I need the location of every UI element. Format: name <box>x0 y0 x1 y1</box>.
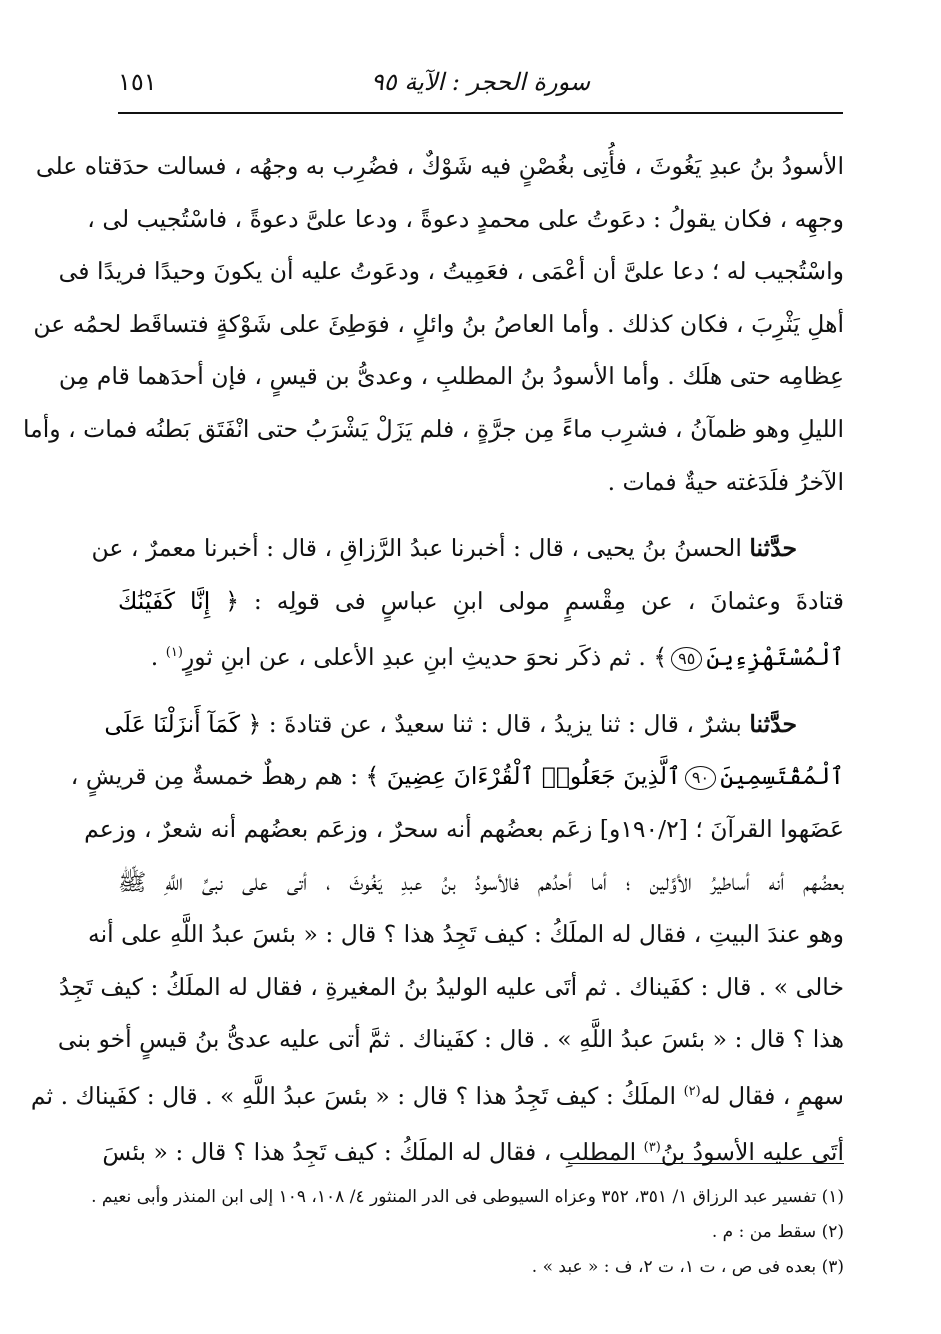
paragraph-3 <box>30 698 844 1179</box>
text-run: ﴾ . ثم ذكَر نحوَ حديثِ ابنِ عبدِ الأعلى ، عن ابنِ ثورٍ <box>182 643 668 672</box>
text-line <box>118 575 844 628</box>
quran-quote: ٱلَّذِينَ جَعَلُوا۟ ٱلْقُرْءَانَ عِضِينَ ﴾ <box>365 762 681 791</box>
text-line: عِظامِه حتى هلَك . وأما الأسودُ بنُ المطلبِ ، وعدىُّ بن قيسٍ ، فإن أحدَهما قام مِن <box>58 362 844 391</box>
verse-number-marker: ٩٠ <box>685 766 716 790</box>
text-line: وهو عندَ البيتِ ، فقال له الملَكُ : كيف تَجِدُ هذا ؟ قال : « بئسَ عبدُ اللَّهِ على أنه <box>88 920 844 949</box>
text-run: . <box>150 643 159 672</box>
footnote-rule <box>570 1163 844 1164</box>
text-line: الآخرُ فلَدَغته حيةٌ فمات . <box>607 467 844 496</box>
text-run: قتادةَ وعثمانَ ، عن مِقْسمٍ مولى ابنِ عباسٍ فى قولِه : <box>253 586 844 615</box>
footnote-ref: (١) <box>165 645 183 661</box>
text-line <box>102 1122 844 1178</box>
text-run: : هم رهطٌ خمسةٌ مِن قريشٍ ، <box>70 762 359 791</box>
verse-number-marker: ٩٥ <box>671 647 702 671</box>
header-rule <box>118 112 843 114</box>
text-line: وجهِه ، فكان يقولُ : دعَوتُ على محمدٍ دعوةً ، ودعا علىَّ دعوةً ، فاسْتُجيب لى ، <box>87 204 844 233</box>
footnote-ref: (٣) <box>643 1140 661 1156</box>
text-line: الأسودُ بنُ عبدِ يَغُوثَ ، فأُتِى بغُصْنٍ فيه شَوْكٌ ، فضُرِب به وجهُه ، فسالت حدَقتاه على <box>35 152 844 180</box>
text-line <box>118 627 844 683</box>
text-run: الحسنُ بنُ يحيى ، قال : أخبرنا عبدُ الرَّزاقِ ، قال : أخبرنا معمرٌ ، عن <box>91 534 742 563</box>
footnote: (٢) سقط من : م . <box>711 1222 844 1242</box>
text-run: بشرٌ ، قال : ثنا يزيدُ ، قال : ثنا سعيدٌ ، عن قتادةَ : <box>268 709 742 738</box>
text-line: أهلِ يَثْرِبَ ، فكان كذلك . وأما العاصُ بنُ وائلٍ ، فوَطِئَ على شَوْكةٍ فتساقَط لحمُه عن <box>33 309 844 338</box>
text-line: بعضُهم أنه أساطيرُ الأوَّلين ؛ أما أحدُهم فالأسودُ بنُ عبدِ يَغُوثَ ، أتى على نبىِّ اللَّهِ ﷺ <box>118 867 844 896</box>
footnote: (٣) بعده فى ص ، ت ١، ت ٢، ف : « عبد » . <box>531 1257 844 1277</box>
text-line: خالى » . قال : كفَيناك . ثم أتَى عليه الوليدُ بنُ المغيرةِ ، فقال له الملَكُ : كيف تَجِدُ <box>58 972 844 1001</box>
text-run: أتَى عليه الأسودُ بنُ <box>660 1138 844 1167</box>
text-line <box>104 698 844 751</box>
paragraph-1 <box>23 140 844 508</box>
text-run: سهمٍ ، فقال له <box>700 1081 844 1110</box>
quran-quote: ﴿ إِنَّا كَفَيْنَٰكَ <box>118 586 239 615</box>
text-line: واسْتُجيب له ؛ دعا علىَّ أن أعْمَى ، فعَمِيتُ ، ودعَوتُ عليه أن يكونَ وحيدًا فريدًا فى <box>58 257 844 286</box>
quran-quote: ٱلْمُسْتَهْزِءِينَ <box>706 643 844 672</box>
text-line <box>30 1066 844 1122</box>
text-run: المطلبِ ، فقال له الملَكُ : كيف تَجِدُ هذا ؟ قال : « بئسَ <box>102 1138 637 1167</box>
quran-quote: ٱلْمُقْتَسِمِينَ <box>720 762 844 791</box>
header-title: سورة الحجر : الآية ٩٥ <box>370 68 591 96</box>
page-number: ١٥١ <box>118 68 157 96</box>
hadith-lead: حدَّثنا <box>749 709 797 738</box>
quran-quote: ﴿ كَمَآ أَنزَلْنَا عَلَى <box>104 709 262 738</box>
main-text <box>23 140 844 1179</box>
footnote: (١) تفسير عبد الرزاق ١/ ٣٥١، ٣٥٢ وعزاه السيوطى فى الدر المنثور ٤/ ١٠٨، ١٠٩ إلى ابن المنذر وأبى نعيم . <box>91 1187 844 1207</box>
footnote-ref: (٢) <box>683 1083 701 1099</box>
text-line: الليلِ وهو ظمآنُ ، فشرِب ماءً مِن جرَّةٍ ، فلم يَزَلْ يَشْرَبُ حتى انْفَتَق بَطنُه فمات ، وأما <box>23 414 844 443</box>
text-line: هذا ؟ قال : « بئسَ عبدُ اللَّهِ » . قال : كفَيناك . ثمَّ أتى عليه عدىُّ بنُ قيسٍ أخو بنى <box>57 1025 844 1054</box>
text-line <box>70 750 844 803</box>
running-header <box>118 60 843 108</box>
text-run: الملَكُ : كيف تَجِدُ هذا ؟ قال : « بئسَ عبدُ اللَّهِ » . قال : كفَيناك . ثم <box>30 1081 677 1110</box>
text-line <box>91 522 844 575</box>
footnotes <box>91 1180 844 1285</box>
hadith-lead: حدَّثنا <box>749 534 797 563</box>
paragraph-2 <box>91 522 844 684</box>
text-line: عَضَهوا القرآنَ ؛ [١٩٠/٢و] زعَم بعضُهم أنه سحرٌ ، وزعَم بعضُهم أنه شعرٌ ، وزعم <box>84 814 844 843</box>
